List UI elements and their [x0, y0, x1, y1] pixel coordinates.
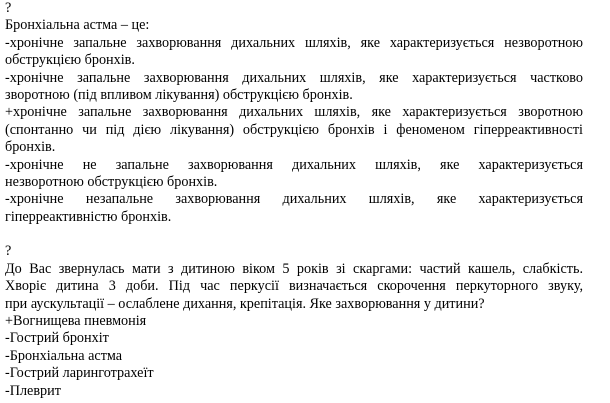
document-page — [5, 0, 583, 400]
question-separator — [5, 226, 583, 243]
question-2-answer-3: -Бронхіальна астма — [5, 347, 123, 364]
question-2-stem — [5, 261, 583, 313]
answer-line: незворотною обструкцією бронхів. — [5, 173, 218, 190]
answer-line: +хронічне запальне захворювання дихальних шляхів, яке характеризується зворотною — [5, 104, 583, 121]
question-1-marker: ? — [5, 0, 12, 16]
question-1-answer-5 — [5, 191, 583, 226]
question-2-answer-4: -Гострий ларинготрахеїт — [5, 365, 154, 382]
stem-line: при аускультації – ослаблене дихання, крепітація. Яке захворювання у дитини? — [5, 295, 485, 312]
answer-line: -хронічне запальне захворювання дихальних шляхів, яке характеризується частково — [5, 69, 583, 86]
answer-line: зворотною (під впливом лікування) обструкцією бронхів. — [5, 86, 353, 103]
question-2-answer-2: -Гострий бронхіт — [5, 330, 109, 347]
answer-line: бронхів. — [5, 139, 56, 156]
question-2-marker: ? — [5, 243, 12, 260]
answer-line: -хронічне не запальне захворювання дихальних шляхів, яке характеризується — [5, 156, 583, 173]
question-1-answer-4 — [5, 157, 583, 192]
question-2-answer-1: +Вогнищева пневмонія — [5, 313, 147, 330]
answer-line: -хронічне незапальне захворювання дихальних шляхів, яке характеризується — [5, 191, 583, 208]
question-1-answer-3 — [5, 104, 583, 156]
question-1-answer-1 — [5, 35, 583, 70]
stem-line: До Вас звернулась мати з дитиною віком 5 років зі скаргами: частий кашель, слабкість. — [5, 260, 583, 277]
question-1-stem: Бронхіальна астма – це: — [5, 17, 150, 34]
answer-line: гіперреактивністю бронхів. — [5, 208, 172, 225]
question-2-answer-5: -Плеврит — [5, 382, 61, 399]
answer-line: (спонтанно чи під дією лікування) обструкцією бронхів і феноменом гіперреактивності — [5, 121, 583, 138]
answer-line: обструкцією бронхів. — [5, 52, 135, 69]
question-1-answer-2 — [5, 70, 583, 105]
answer-line: -хронічне запальне захворювання дихальних шляхів, яке характеризується незворотною — [5, 34, 583, 51]
stem-line: Хворіє дитина 3 доби. Під час перкусії визначається скорочення перкуторного звуку, — [5, 278, 583, 295]
